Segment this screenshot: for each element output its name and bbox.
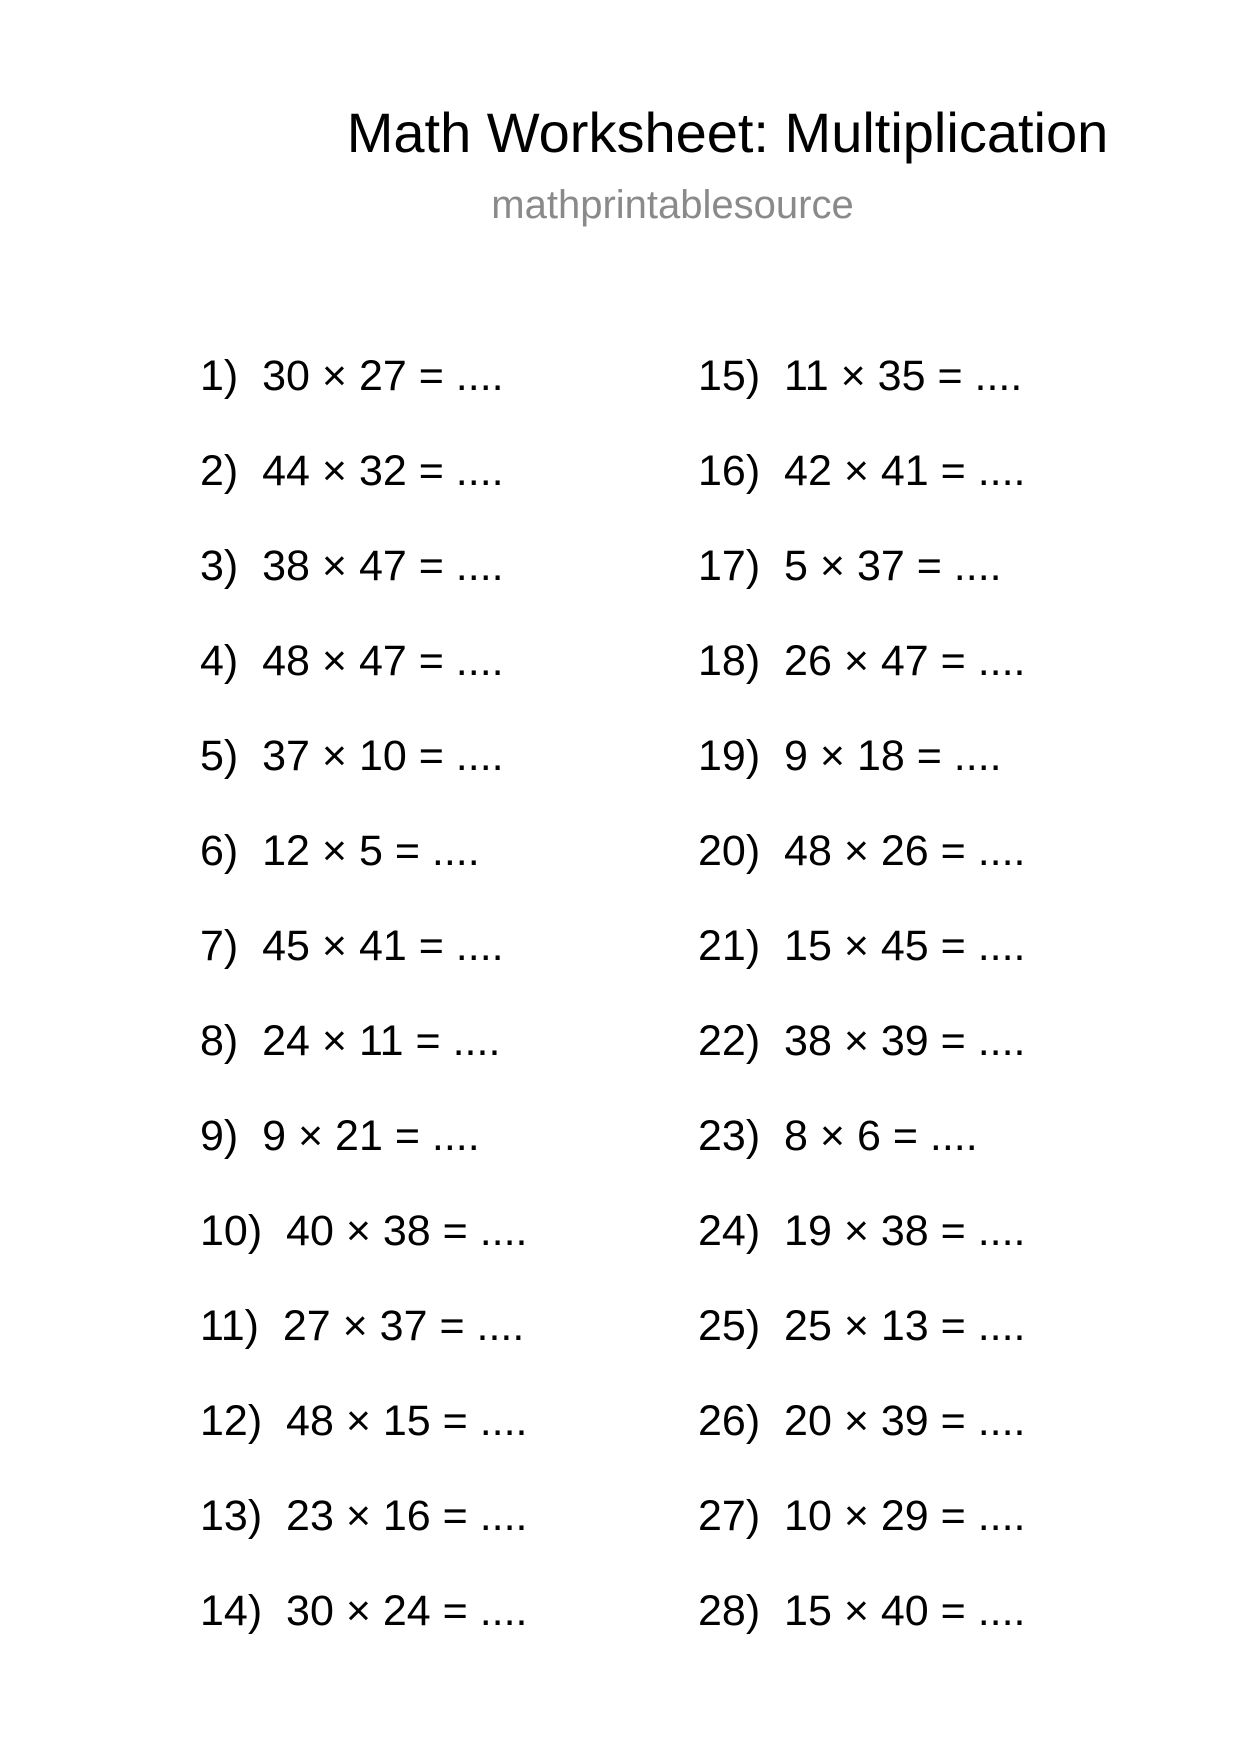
problem-item: 24) 19 × 38 = .... [698,1207,1026,1255]
problem-item: 20) 48 × 26 = .... [698,827,1026,875]
problem-item: 13) 23 × 16 = .... [200,1492,528,1540]
problem-item: 22) 38 × 39 = .... [698,1017,1026,1065]
problem-column-right [698,350,1026,1680]
problem-item: 3) 38 × 47 = .... [200,542,504,590]
problem-item: 9) 9 × 21 = .... [200,1112,480,1160]
problem-item: 1) 30 × 27 = .... [200,352,504,400]
problem-item: 26) 20 × 39 = .... [698,1397,1026,1445]
problem-item: 21) 15 × 45 = .... [698,922,1026,970]
problem-item: 12) 48 × 15 = .... [200,1397,528,1445]
problem-item: 27) 10 × 29 = .... [698,1492,1026,1540]
problem-item: 6) 12 × 5 = .... [200,827,480,875]
problem-item: 14) 30 × 24 = .... [200,1587,528,1635]
problem-item: 7) 45 × 41 = .... [200,922,504,970]
problem-item: 19) 9 × 18 = .... [698,732,1002,780]
problem-item: 11) 27 × 37 = .... [200,1302,525,1350]
page-subtitle: mathprintablesource [491,183,854,227]
problem-item: 10) 40 × 38 = .... [200,1207,528,1255]
problem-item: 2) 44 × 32 = .... [200,447,504,495]
problem-item: 17) 5 × 37 = .... [698,542,1002,590]
problem-item: 16) 42 × 41 = .... [698,447,1026,495]
problem-item: 28) 15 × 40 = .... [698,1587,1026,1635]
problem-item: 4) 48 × 47 = .... [200,637,504,685]
problem-column-left [200,350,528,1680]
page-title: Math Worksheet: Multiplication [346,101,1109,164]
problem-item: 18) 26 × 47 = .... [698,637,1026,685]
problem-item: 15) 11 × 35 = .... [698,352,1023,400]
problem-item: 8) 24 × 11 = .... [200,1017,501,1065]
problem-item: 25) 25 × 13 = .... [698,1302,1026,1350]
problem-item: 23) 8 × 6 = .... [698,1112,978,1160]
problem-item: 5) 37 × 10 = .... [200,732,504,780]
